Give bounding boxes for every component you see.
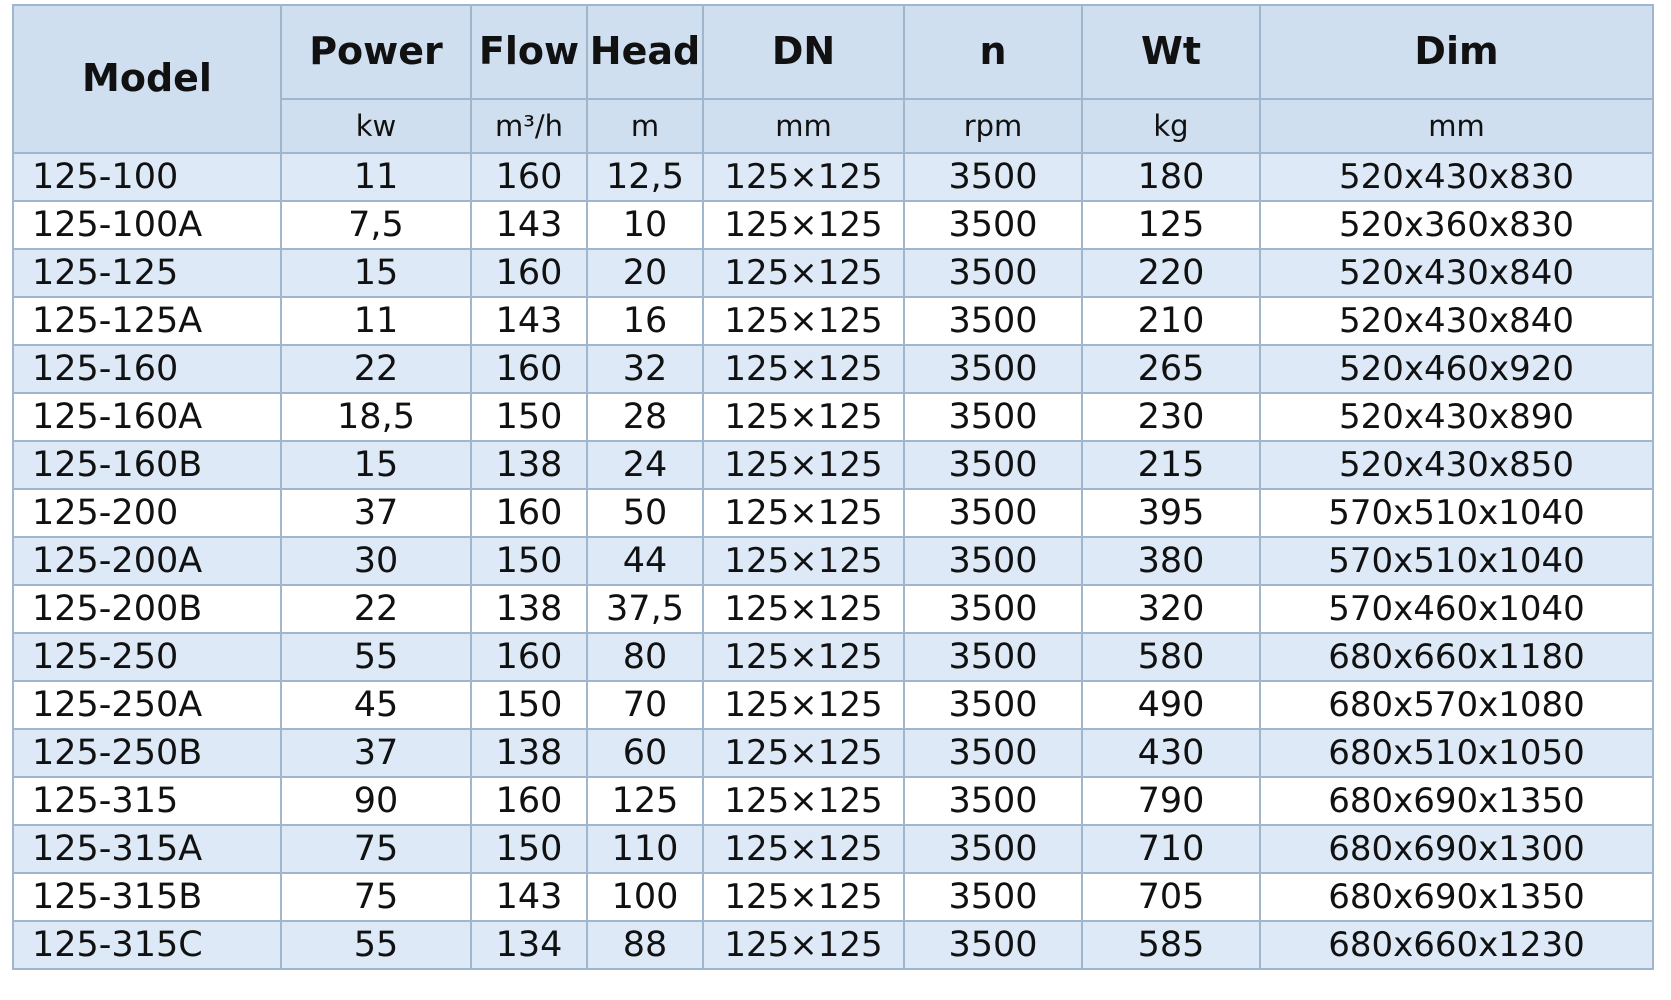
cell-flow: 134 — [471, 921, 587, 969]
cell-dim: 520x430x850 — [1260, 441, 1653, 489]
cell-n: 3500 — [904, 681, 1082, 729]
table-row — [13, 777, 1653, 825]
cell-dn: 125×125 — [703, 441, 904, 489]
cell-wt: 705 — [1082, 873, 1260, 921]
table-header — [13, 5, 1653, 153]
cell-dn: 125×125 — [703, 537, 904, 585]
cell-n: 3500 — [904, 201, 1082, 249]
cell-dim: 520x430x840 — [1260, 249, 1653, 297]
column-unit-flow: m³/h — [471, 99, 587, 153]
header-row-names — [13, 5, 1653, 99]
cell-power: 30 — [281, 537, 471, 585]
table-row — [13, 345, 1653, 393]
cell-model: 125-200B — [13, 585, 281, 633]
column-header-wt: Wt — [1082, 5, 1260, 99]
cell-flow: 160 — [471, 345, 587, 393]
cell-power: 55 — [281, 921, 471, 969]
cell-head: 50 — [587, 489, 703, 537]
cell-model: 125-100A — [13, 201, 281, 249]
cell-dn: 125×125 — [703, 585, 904, 633]
table-row — [13, 201, 1653, 249]
cell-dn: 125×125 — [703, 777, 904, 825]
cell-head: 12,5 — [587, 153, 703, 201]
cell-model: 125-100 — [13, 153, 281, 201]
cell-n: 3500 — [904, 585, 1082, 633]
cell-dn: 125×125 — [703, 825, 904, 873]
cell-flow: 160 — [471, 249, 587, 297]
cell-n: 3500 — [904, 777, 1082, 825]
cell-dn: 125×125 — [703, 633, 904, 681]
cell-dn: 125×125 — [703, 681, 904, 729]
cell-dn: 125×125 — [703, 201, 904, 249]
cell-n: 3500 — [904, 873, 1082, 921]
cell-head: 20 — [587, 249, 703, 297]
cell-power: 15 — [281, 249, 471, 297]
cell-power: 90 — [281, 777, 471, 825]
cell-power: 75 — [281, 873, 471, 921]
cell-model: 125-315 — [13, 777, 281, 825]
cell-head: 125 — [587, 777, 703, 825]
spec-table-container — [12, 4, 1652, 970]
cell-wt: 265 — [1082, 345, 1260, 393]
cell-model: 125-315A — [13, 825, 281, 873]
cell-model: 125-160B — [13, 441, 281, 489]
cell-dim: 680x690x1300 — [1260, 825, 1653, 873]
cell-head: 16 — [587, 297, 703, 345]
cell-dim: 680x660x1230 — [1260, 921, 1653, 969]
cell-dim: 520x430x840 — [1260, 297, 1653, 345]
cell-power: 11 — [281, 153, 471, 201]
cell-dn: 125×125 — [703, 249, 904, 297]
cell-wt: 380 — [1082, 537, 1260, 585]
cell-wt: 580 — [1082, 633, 1260, 681]
cell-wt: 490 — [1082, 681, 1260, 729]
cell-n: 3500 — [904, 297, 1082, 345]
cell-flow: 138 — [471, 441, 587, 489]
cell-n: 3500 — [904, 441, 1082, 489]
column-header-dim: Dim — [1260, 5, 1653, 99]
column-header-model: Model — [13, 5, 281, 153]
cell-dim: 570x510x1040 — [1260, 537, 1653, 585]
table-row — [13, 441, 1653, 489]
table-body — [13, 153, 1653, 969]
cell-flow: 143 — [471, 873, 587, 921]
cell-flow: 143 — [471, 201, 587, 249]
cell-dn: 125×125 — [703, 393, 904, 441]
column-unit-dn: mm — [703, 99, 904, 153]
cell-flow: 160 — [471, 633, 587, 681]
column-unit-dim: mm — [1260, 99, 1653, 153]
cell-dim: 570x460x1040 — [1260, 585, 1653, 633]
table-row — [13, 537, 1653, 585]
table-row — [13, 153, 1653, 201]
cell-dn: 125×125 — [703, 153, 904, 201]
cell-model: 125-160 — [13, 345, 281, 393]
table-row — [13, 393, 1653, 441]
cell-power: 45 — [281, 681, 471, 729]
cell-dim: 520x430x890 — [1260, 393, 1653, 441]
cell-n: 3500 — [904, 825, 1082, 873]
cell-model: 125-315B — [13, 873, 281, 921]
cell-flow: 160 — [471, 153, 587, 201]
cell-n: 3500 — [904, 537, 1082, 585]
cell-head: 88 — [587, 921, 703, 969]
cell-flow: 138 — [471, 585, 587, 633]
cell-model: 125-125 — [13, 249, 281, 297]
cell-wt: 790 — [1082, 777, 1260, 825]
pump-specification-table — [12, 4, 1654, 970]
cell-power: 37 — [281, 489, 471, 537]
cell-dim: 680x690x1350 — [1260, 777, 1653, 825]
cell-n: 3500 — [904, 153, 1082, 201]
cell-flow: 160 — [471, 777, 587, 825]
cell-wt: 395 — [1082, 489, 1260, 537]
column-unit-head: m — [587, 99, 703, 153]
table-row — [13, 681, 1653, 729]
cell-dn: 125×125 — [703, 729, 904, 777]
column-unit-n: rpm — [904, 99, 1082, 153]
cell-power: 55 — [281, 633, 471, 681]
cell-flow: 150 — [471, 537, 587, 585]
cell-wt: 180 — [1082, 153, 1260, 201]
cell-head: 44 — [587, 537, 703, 585]
cell-model: 125-250A — [13, 681, 281, 729]
cell-wt: 210 — [1082, 297, 1260, 345]
table-row — [13, 921, 1653, 969]
column-unit-wt: kg — [1082, 99, 1260, 153]
column-header-power: Power — [281, 5, 471, 99]
cell-head: 32 — [587, 345, 703, 393]
cell-dim: 520x460x920 — [1260, 345, 1653, 393]
cell-flow: 160 — [471, 489, 587, 537]
cell-n: 3500 — [904, 345, 1082, 393]
cell-power: 22 — [281, 585, 471, 633]
table-row — [13, 297, 1653, 345]
cell-dn: 125×125 — [703, 489, 904, 537]
cell-power: 15 — [281, 441, 471, 489]
cell-head: 110 — [587, 825, 703, 873]
cell-head: 24 — [587, 441, 703, 489]
cell-head: 80 — [587, 633, 703, 681]
cell-n: 3500 — [904, 921, 1082, 969]
cell-model: 125-200A — [13, 537, 281, 585]
cell-n: 3500 — [904, 633, 1082, 681]
cell-power: 75 — [281, 825, 471, 873]
cell-head: 70 — [587, 681, 703, 729]
cell-n: 3500 — [904, 393, 1082, 441]
cell-dn: 125×125 — [703, 345, 904, 393]
cell-head: 28 — [587, 393, 703, 441]
cell-model: 125-160A — [13, 393, 281, 441]
table-row — [13, 873, 1653, 921]
cell-power: 11 — [281, 297, 471, 345]
cell-dim: 570x510x1040 — [1260, 489, 1653, 537]
cell-dn: 125×125 — [703, 873, 904, 921]
cell-power: 22 — [281, 345, 471, 393]
cell-n: 3500 — [904, 489, 1082, 537]
column-header-dn: DN — [703, 5, 904, 99]
cell-dim: 680x690x1350 — [1260, 873, 1653, 921]
table-row — [13, 825, 1653, 873]
cell-power: 7,5 — [281, 201, 471, 249]
cell-head: 10 — [587, 201, 703, 249]
cell-flow: 143 — [471, 297, 587, 345]
cell-dim: 680x660x1180 — [1260, 633, 1653, 681]
cell-model: 125-315C — [13, 921, 281, 969]
cell-wt: 320 — [1082, 585, 1260, 633]
cell-head: 100 — [587, 873, 703, 921]
column-header-n: n — [904, 5, 1082, 99]
cell-model: 125-250B — [13, 729, 281, 777]
cell-flow: 138 — [471, 729, 587, 777]
cell-flow: 150 — [471, 681, 587, 729]
cell-dim: 680x570x1080 — [1260, 681, 1653, 729]
table-row — [13, 633, 1653, 681]
cell-wt: 125 — [1082, 201, 1260, 249]
cell-dn: 125×125 — [703, 297, 904, 345]
cell-dim: 520x430x830 — [1260, 153, 1653, 201]
column-header-head: Head — [587, 5, 703, 99]
cell-wt: 430 — [1082, 729, 1260, 777]
cell-dim: 680x510x1050 — [1260, 729, 1653, 777]
column-header-flow: Flow — [471, 5, 587, 99]
cell-dn: 125×125 — [703, 921, 904, 969]
cell-flow: 150 — [471, 393, 587, 441]
table-row — [13, 729, 1653, 777]
cell-head: 60 — [587, 729, 703, 777]
cell-flow: 150 — [471, 825, 587, 873]
cell-model: 125-125A — [13, 297, 281, 345]
cell-power: 37 — [281, 729, 471, 777]
cell-n: 3500 — [904, 729, 1082, 777]
cell-wt: 230 — [1082, 393, 1260, 441]
cell-power: 18,5 — [281, 393, 471, 441]
cell-n: 3500 — [904, 249, 1082, 297]
cell-wt: 220 — [1082, 249, 1260, 297]
table-row — [13, 489, 1653, 537]
column-unit-power: kw — [281, 99, 471, 153]
cell-wt: 710 — [1082, 825, 1260, 873]
table-row — [13, 249, 1653, 297]
cell-model: 125-200 — [13, 489, 281, 537]
cell-head: 37,5 — [587, 585, 703, 633]
cell-model: 125-250 — [13, 633, 281, 681]
cell-wt: 585 — [1082, 921, 1260, 969]
table-row — [13, 585, 1653, 633]
cell-dim: 520x360x830 — [1260, 201, 1653, 249]
cell-wt: 215 — [1082, 441, 1260, 489]
